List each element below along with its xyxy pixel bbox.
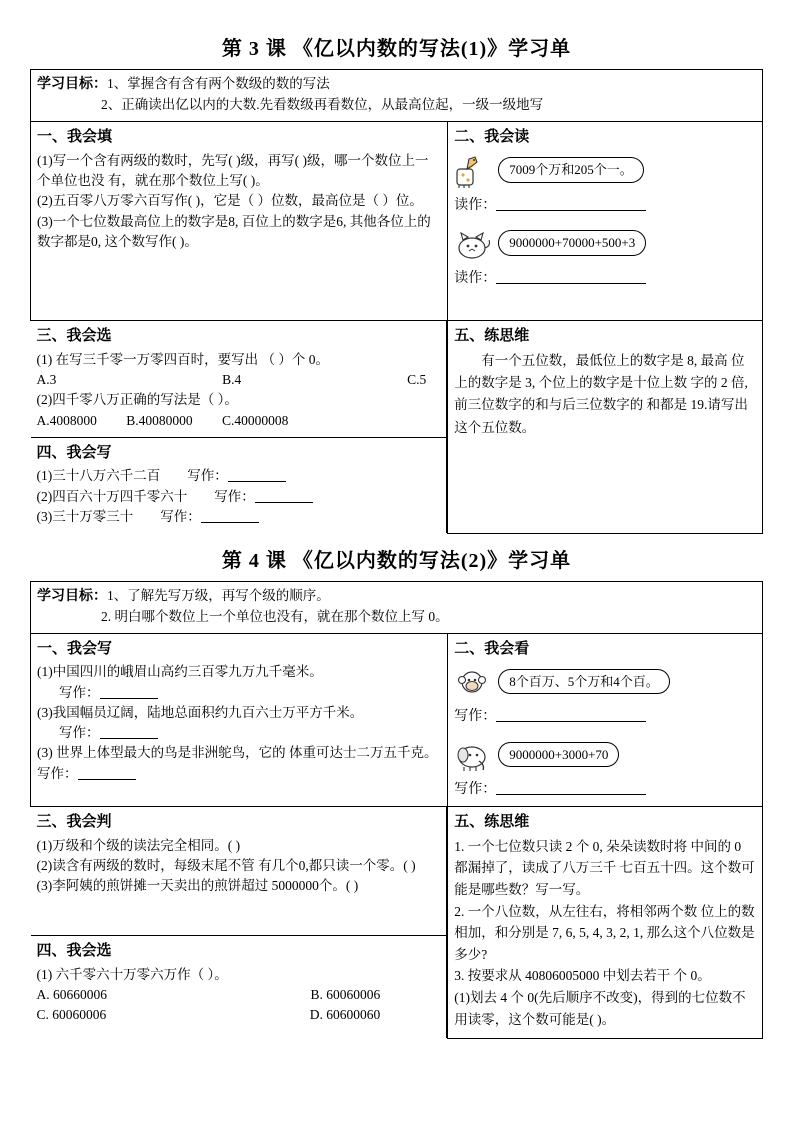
- lesson3-sec5-cell: [448, 321, 763, 533]
- monkey-icon: [454, 664, 494, 698]
- sec1-title: 一、我会填: [37, 129, 113, 146]
- lesson4-table: [30, 581, 763, 1039]
- lesson4-goal-cell: [31, 581, 763, 633]
- sec2-bubble-row-1: [454, 153, 756, 187]
- goal-line-2: 2、正确读出亿以内的大数.先看数级再看数位，从最高位起，一级一级地写: [101, 97, 544, 112]
- lesson3-sec4-row: [31, 437, 447, 533]
- lesson3-sec3-sec4-cell: [31, 321, 448, 533]
- l4-sec2-bubble-row-2: [454, 737, 756, 771]
- lesson4-goal-row: [31, 581, 763, 633]
- sec3-q2-option-a[interactable]: A.4008000: [36, 412, 97, 428]
- lesson3-left-stack: [31, 321, 448, 533]
- l4-sec1-blank-3[interactable]: [78, 766, 136, 780]
- sec5-body: 有一个五位数，最低位上的数字是 8, 最高 位上的数字是 3, 个位上的数字是十位上数 字的 2 倍, 前三位数字的和与后三位数字的 和都是 19.请写出这个五位数。: [454, 352, 748, 435]
- l4-sec4-q1: (1) 六千零六十万零六万作（ ）。: [36, 966, 228, 982]
- goal2-line-2: 2. 明白哪个数位上一个单位也没有，就在那个数位上写 0。: [101, 608, 449, 624]
- l4-sec2-bubble-2: 9000000+3000+70: [498, 742, 619, 768]
- sec2-bubble-row-2: [454, 226, 756, 260]
- l4-sec1-item-3: [37, 743, 441, 784]
- lesson3-title: 第 3 课 《亿以内数的写法(1)》学习单: [221, 38, 572, 60]
- l4-sec2-blank-2[interactable]: [496, 781, 646, 795]
- l4-sec2-bubble-row-1: [454, 664, 756, 698]
- l4-sec2-write-row-1: [454, 706, 756, 727]
- sec4-title: 四、我会写: [36, 444, 112, 461]
- lesson3-sec3-cell: [31, 321, 447, 437]
- lesson3-table: [30, 69, 763, 534]
- l4-sec4-options-row1: [37, 985, 441, 1005]
- sec2-read-label-2: 读作：: [454, 270, 497, 286]
- sec1-item-2: (2)五百零八万零六百写作( )，它是（ ）位数，最高位是（ ）位。: [37, 193, 423, 209]
- sec4-blank-2[interactable]: [255, 489, 313, 503]
- l4-sec3-title: 三、我会判: [36, 814, 112, 831]
- lesson4-sec2-cell: [448, 633, 763, 807]
- goal2-line-1: 1、了解先写万级，再写个级的顺序。: [107, 587, 330, 603]
- sec4-blank-1[interactable]: [228, 468, 286, 482]
- l4-sec3-cell: [31, 807, 447, 936]
- l4-sec1-item-1: (1)中国四川的峨眉山高约三百零九万九千毫米。: [37, 664, 323, 680]
- l4-sec1-write-label-2: 写作：: [59, 725, 100, 740]
- sec2-bubble-1: 7009个万和205个一。: [498, 157, 644, 183]
- sec3-q2-option-c[interactable]: C.40000008: [222, 412, 289, 428]
- elephant-icon: [454, 737, 494, 771]
- l4-sec4-options-row2: [37, 1005, 441, 1025]
- l4-sec4-option-d[interactable]: D. 60600060: [309, 1007, 381, 1023]
- l4-sec3-item-3: (3)李阿姨的煎饼摊一天卖出的煎饼超过 5000000个。( ): [36, 878, 359, 894]
- l4-sec1-blank-2[interactable]: [100, 725, 158, 739]
- sec2-answer-blank-2[interactable]: [496, 270, 646, 284]
- sec1-item-1: (1)写一个含有两级的数时，先写( )级，再写( )级，哪一个数位上一个单位也没 有，就在那个数位上写( )。: [37, 152, 429, 188]
- l4-sec5-item-4: (1)划去 4 个 0(先后顺序不改变)，得到的七位数不用读零，这个数可能是( )。: [454, 989, 746, 1027]
- sec2-read-label-1: 读作：: [454, 197, 497, 213]
- sec3-q1-options: [37, 370, 441, 390]
- l4-sec1-blank-1[interactable]: [100, 685, 158, 699]
- sec4-item-3: [37, 507, 441, 527]
- l4-sec4-option-b[interactable]: B. 60060006: [310, 987, 381, 1002]
- sec4-item-2-text: (2)四百六十万四千零六十 写作：: [36, 488, 255, 504]
- sec3-q1-option-c[interactable]: C.5: [407, 372, 427, 387]
- l4-sec2-write-row-2: [454, 779, 756, 800]
- l4-sec2-write-label-2: 写作：: [454, 782, 497, 798]
- sec3-q1-option-b[interactable]: B.4: [222, 372, 242, 387]
- sec2-bubble-2: 9000000+70000+500+3: [498, 230, 646, 256]
- lesson4-sec1-cell: [31, 633, 448, 807]
- l4-sec4-option-a[interactable]: A. 60660006: [36, 987, 107, 1002]
- goal-label: 学习目标：: [37, 77, 107, 92]
- l4-sec4-cell: [31, 936, 447, 1039]
- sec3-q2-option-b[interactable]: B.40080000: [126, 412, 193, 428]
- l4-sec1-title: 一、我会写: [37, 640, 113, 657]
- sec2-read-row-2: [454, 268, 756, 289]
- l4-sec5-item-3: 3. 按要求从 40806005000 中划去若干 个 0。: [454, 968, 711, 984]
- l4-sec3-row: [31, 807, 447, 936]
- lesson4-row-1: [31, 633, 763, 807]
- sec3-q2-options: [37, 411, 441, 431]
- lesson3-row-1: [31, 122, 763, 321]
- lesson3-sec4-cell: [31, 437, 447, 533]
- sec2-read-row-1: [454, 195, 756, 216]
- sec2-answer-blank-1[interactable]: [496, 197, 646, 211]
- l4-sec3-item-2: (2)读含有两级的数时，每级末尾不管 有几个0,都只读一个零。( ): [36, 858, 416, 873]
- lesson3-goal-cell: [31, 70, 763, 122]
- l4-sec3-item-1: (1)万级和个级的读法完全相同。( ): [36, 837, 241, 853]
- giraffe-icon: [454, 153, 494, 187]
- l4-sec2-title: 二、我会看: [454, 640, 530, 657]
- lesson3-goal-row: [31, 70, 763, 122]
- l4-sec1-write-2: [37, 723, 441, 743]
- l4-sec1-write-label-1: 写作：: [59, 684, 100, 700]
- lesson4-left-stack-cell: [31, 807, 448, 1039]
- l4-sec5-title: 五、练思维: [454, 814, 530, 831]
- sec3-q2: (2)四千零八万正确的写法是（ ）。: [36, 392, 238, 408]
- l4-sec5-cell: [448, 807, 763, 1039]
- lesson3-sec1-cell: [31, 122, 448, 321]
- sec3-title: 三、我会选: [36, 328, 112, 345]
- sec5-title: 五、练思维: [454, 328, 530, 345]
- l4-sec2-blank-1[interactable]: [496, 708, 646, 722]
- l4-sec4-title: 四、我会选: [36, 943, 112, 960]
- sec4-item-1: [37, 466, 441, 486]
- lesson4-title: 第 4 课 《亿以内数的写法(2)》学习单: [221, 549, 572, 572]
- l4-sec2-write-label-1: 写作：: [454, 709, 497, 725]
- l4-sec4-option-c[interactable]: C. 60060006: [36, 1007, 107, 1023]
- l4-sec5-item-1: 1. 一个七位数只读 2 个 0, 朵朵读数时将 中间的 0 都漏掉了，读成了八万三千 七百五十四。这个数可能是哪些数？写一写。: [454, 838, 755, 897]
- l4-sec5-item-2: 2. 一个八位数，从左往右，将相邻两个数 位上的数相加，和分别是 7, 6, 5, 4, 3, 2, 1, 那么这个八位数是多少?: [454, 903, 755, 962]
- l4-sec2-bubble-1: 8个百万、5个万和4个百。: [498, 669, 670, 695]
- goal-label-2: 学习目标：: [37, 588, 107, 604]
- sec3-q1: (1) 在写三千零一万零四百时，要写出 （ ）个 0。: [36, 351, 329, 367]
- sec4-item-2: [37, 487, 441, 507]
- l4-sec1-write-1: [37, 683, 441, 703]
- sec2-title: 二、我会读: [454, 129, 530, 146]
- l4-sec1-item-3-text: (3) 世界上体型最大的鸟是非洲鸵鸟，它的 体重可达士二万五千克。写作：: [37, 745, 438, 781]
- sec3-q1-option-a[interactable]: A.3: [36, 372, 57, 387]
- sec4-item-3-text: (3)三十万零三十 写作：: [36, 508, 201, 524]
- sec4-blank-3[interactable]: [201, 509, 259, 523]
- l4-sec4-row: [31, 936, 447, 1039]
- lesson3-row-2: [31, 321, 763, 533]
- cat-icon: [454, 226, 494, 260]
- lesson4-row-2: [31, 807, 763, 1039]
- l4-sec1-item-2: (3)我国幅员辽阔，陆地总面积约九百六士万平方千米。: [37, 704, 364, 720]
- lesson3-sec2-cell: [448, 122, 763, 321]
- lesson4-left-stack: [31, 807, 448, 1038]
- sec1-item-3: (3)一个七位数最高位上的数字是8, 百位上的数字是6, 其他各位上的数字都是0, 这个数写作( )。: [37, 213, 431, 249]
- goal-line-1: 1、掌握含有含有两个数级的数的写法: [107, 76, 330, 91]
- lesson3-sec3-row: [31, 321, 447, 437]
- sec4-item-1-text: (1)三十八万六千二百 写作：: [36, 468, 228, 484]
